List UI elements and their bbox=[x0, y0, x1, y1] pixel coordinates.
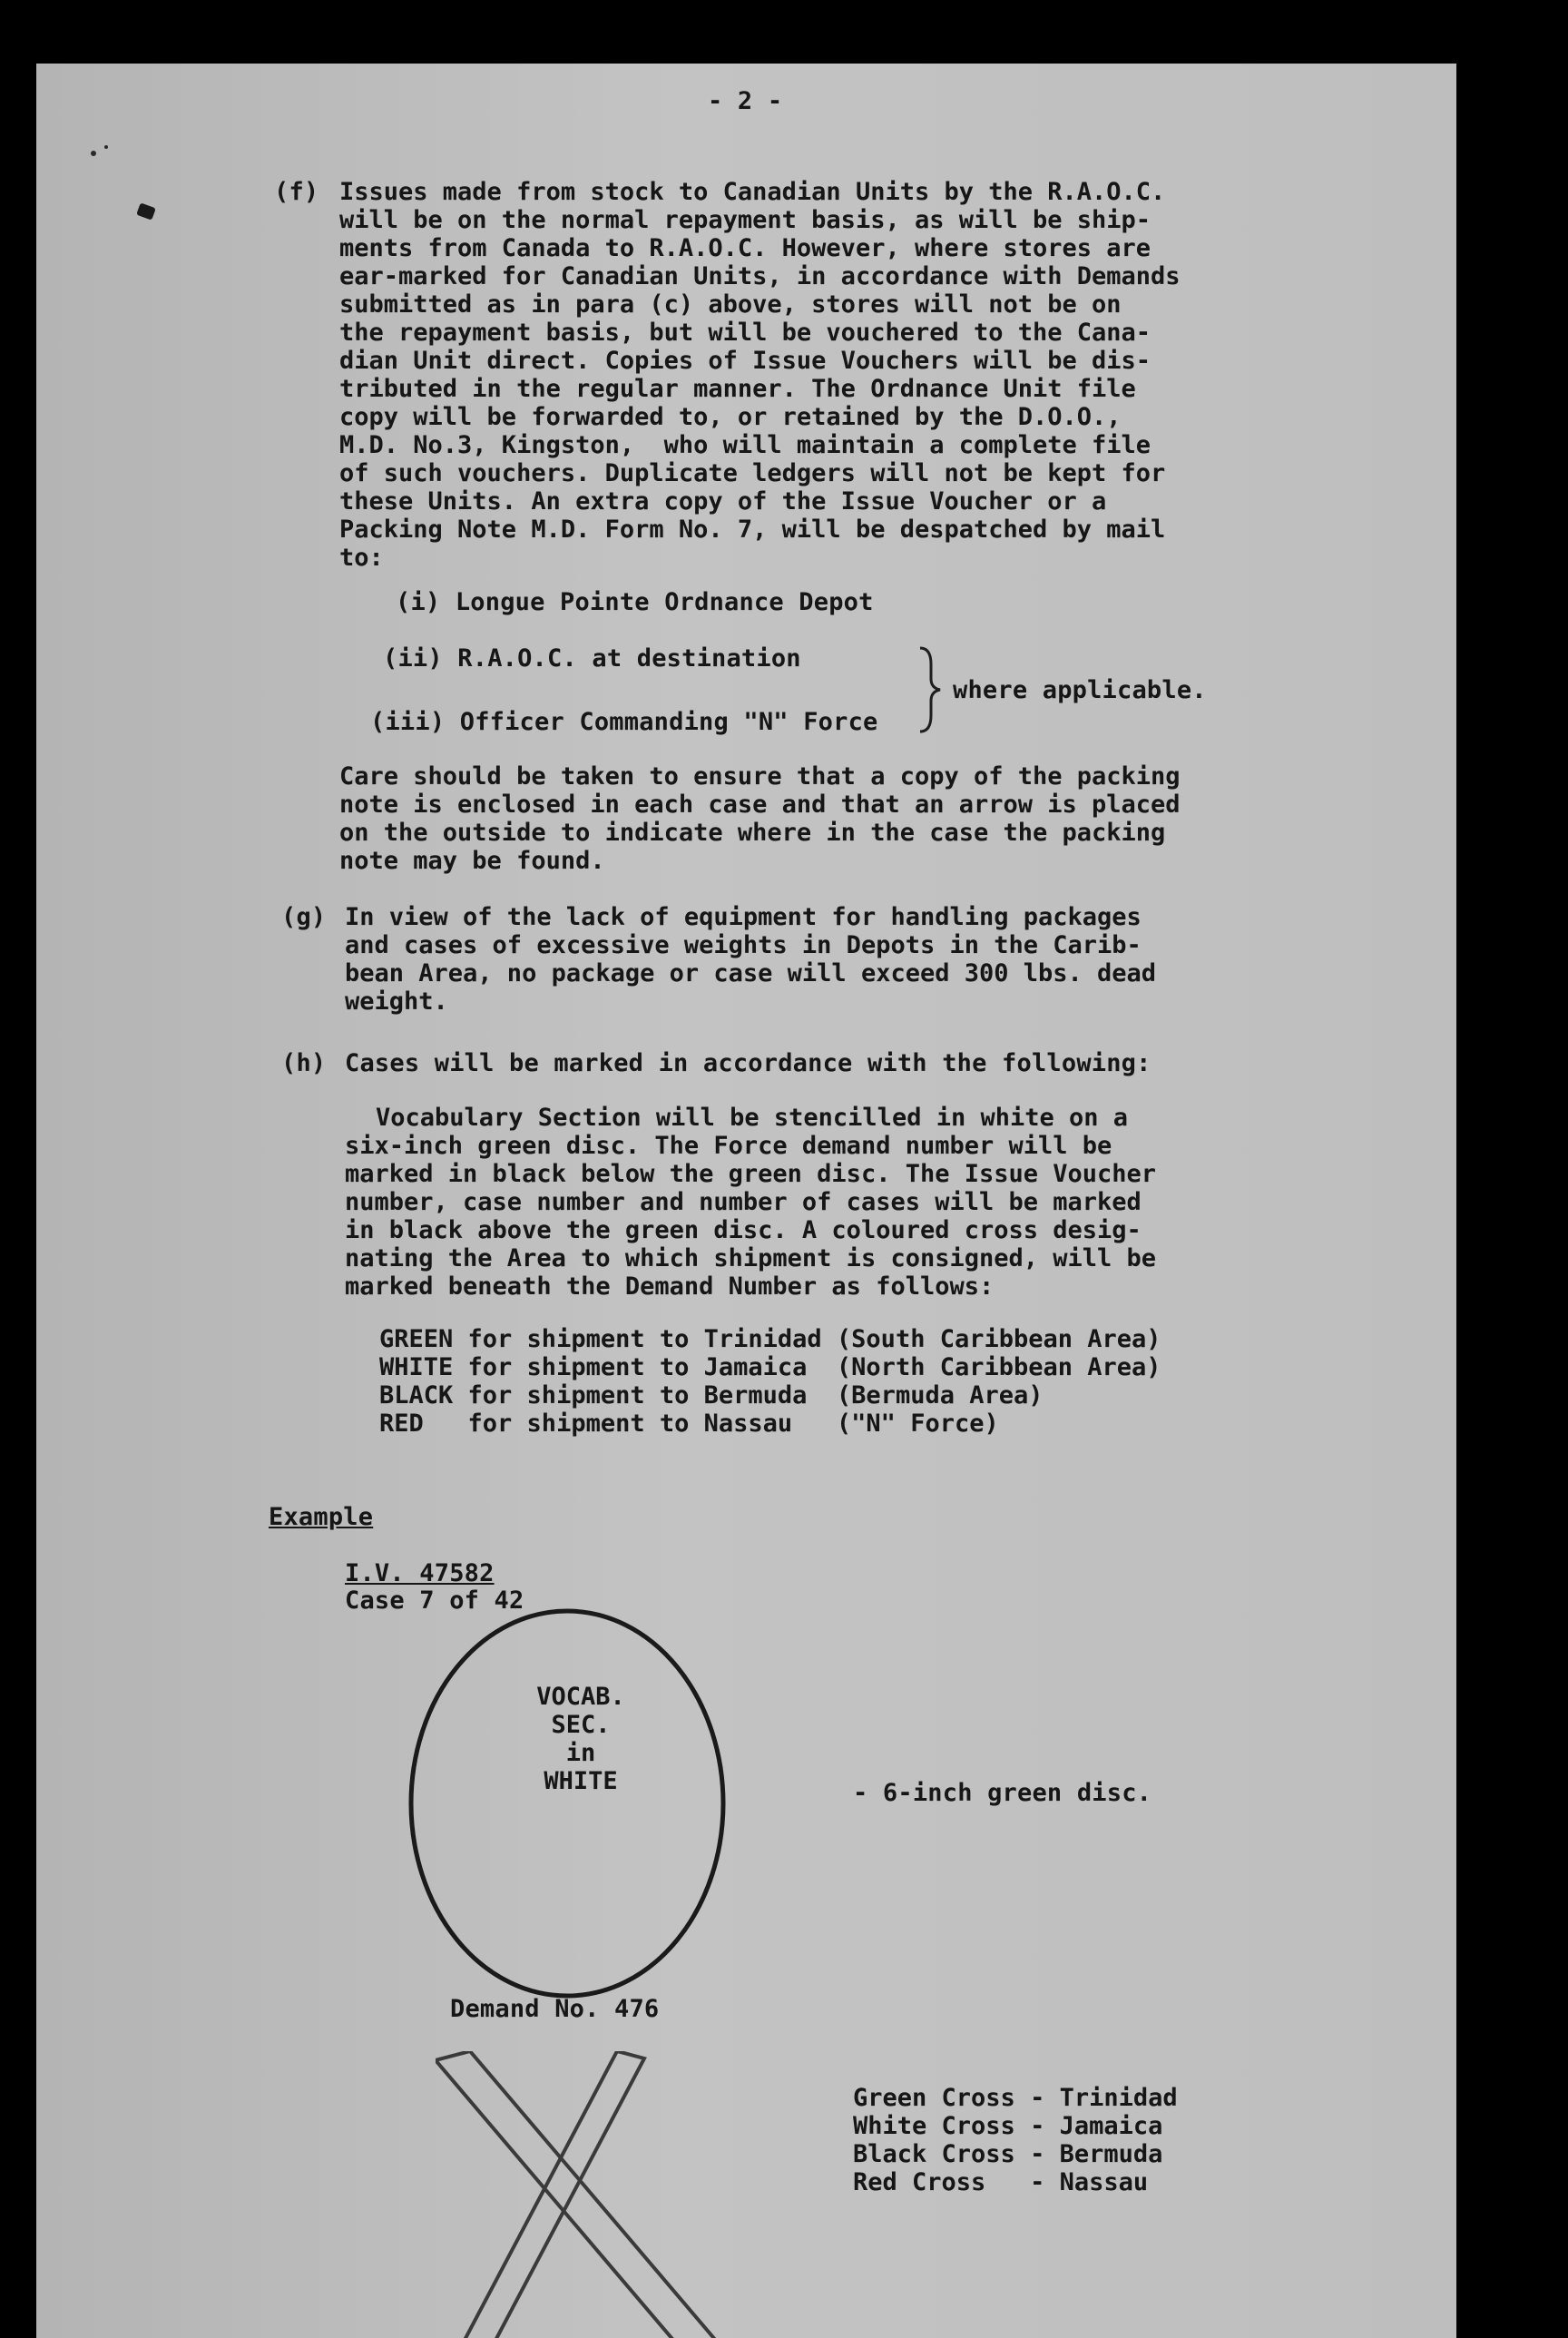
text-line: marked beneath the Demand Number as follows: bbox=[345, 1272, 995, 1301]
text-line: on the outside to indicate where in the case the packing bbox=[339, 819, 1166, 847]
issue-voucher-number: I.V. 47582 bbox=[345, 1559, 495, 1587]
text-line: weight. bbox=[345, 987, 448, 1016]
disc-text: SEC. bbox=[551, 1711, 611, 1739]
para-g-label: (g) bbox=[281, 903, 327, 931]
colour-row: GREEN for shipment to Trinidad (South Caribbean Area) bbox=[379, 1325, 1161, 1353]
text-line: Care should be taken to ensure that a copy of the packing bbox=[339, 762, 1181, 791]
text-line: six-inch green disc. The Force demand number will be bbox=[345, 1132, 1112, 1160]
para-f-body bbox=[339, 178, 1181, 572]
text-line: these Units. An extra copy of the Issue Voucher or a bbox=[339, 487, 1107, 516]
cross-legend-row: Black Cross - Bermuda bbox=[853, 2140, 1163, 2168]
cross-legend bbox=[853, 2084, 1178, 2196]
text-line: ear-marked for Canadian Units, in accordance with Demands bbox=[339, 262, 1181, 290]
text-line: In view of the lack of equipment for handling packages bbox=[345, 903, 1142, 931]
para-g-body bbox=[345, 903, 1156, 1016]
distribution-item-1: (i) Longue Pointe Ordnance Depot bbox=[396, 588, 874, 616]
colour-table bbox=[379, 1325, 1161, 1438]
text-line: note is enclosed in each case and that an arrow is placed bbox=[339, 791, 1181, 819]
colour-row: BLACK for shipment to Bermuda (Bermuda Area) bbox=[379, 1381, 1044, 1410]
text-line: will be on the normal repayment basis, as will be ship- bbox=[339, 206, 1152, 234]
distribution-item-3: (iii) Officer Commanding "N" Force bbox=[370, 708, 878, 736]
text-line: Issues made from stock to Canadian Units by the R.A.O.C. bbox=[339, 178, 1166, 206]
colour-row: RED for shipment to Nassau ("N" Force) bbox=[379, 1410, 999, 1438]
text-line: in black above the green disc. A coloured cross desig- bbox=[345, 1216, 1142, 1244]
case-number: Case 7 of 42 bbox=[345, 1586, 524, 1615]
text-line: dian Unit direct. Copies of Issue Vouchers will be dis- bbox=[339, 347, 1152, 375]
colour-row: WHITE for shipment to Jamaica (North Caribbean Area) bbox=[379, 1353, 1161, 1381]
text-line: bean Area, no package or case will exceed 300 lbs. dead bbox=[345, 959, 1157, 987]
text-line: marked in black below the green disc. The Issue Voucher bbox=[345, 1160, 1157, 1188]
document-page bbox=[36, 64, 1456, 2338]
para-h-intro: Cases will be marked in accordance with the following: bbox=[345, 1049, 1152, 1077]
speck bbox=[91, 151, 96, 156]
text-line: nating the Area to which shipment is consigned, will be bbox=[345, 1244, 1157, 1272]
cross-legend-row: White Cross - Jamaica bbox=[853, 2112, 1163, 2140]
distribution-item-2: (ii) R.A.O.C. at destination bbox=[383, 644, 801, 673]
para-f-label: (f) bbox=[274, 178, 319, 206]
brace bbox=[916, 644, 944, 735]
text-line: ments from Canada to R.A.O.C. However, where stores are bbox=[339, 234, 1152, 262]
para-h-body bbox=[345, 1104, 1156, 1301]
disc-note: - 6-inch green disc. bbox=[853, 1779, 1152, 1807]
example-heading: Example bbox=[269, 1503, 374, 1531]
disc-text: WHITE bbox=[544, 1767, 618, 1795]
brace-note: where applicable. bbox=[953, 676, 1207, 704]
text-line: the repayment basis, but will be vouchered to the Cana- bbox=[339, 319, 1152, 347]
disc-text: VOCAB. bbox=[536, 1683, 625, 1711]
text-line: to: bbox=[339, 544, 384, 572]
text-line: submitted as in para (c) above, stores will not be on bbox=[339, 290, 1122, 319]
care-note bbox=[339, 762, 1181, 875]
text-line: M.D. No.3, Kingston, who will maintain a complete file bbox=[339, 431, 1152, 459]
green-disc bbox=[407, 1606, 728, 2000]
cross-legend-row: Red Cross - Nassau bbox=[853, 2168, 1149, 2196]
ink-blot bbox=[136, 202, 156, 220]
cross-legend-row: Green Cross - Trinidad bbox=[853, 2084, 1178, 2112]
cross-mark-icon bbox=[436, 2051, 717, 2338]
text-line: number, case number and number of cases will be marked bbox=[345, 1188, 1142, 1216]
text-line: of such vouchers. Duplicate ledgers will not be kept for bbox=[339, 459, 1166, 487]
text-line: Packing Note M.D. Form No. 7, will be despatched by mail bbox=[339, 516, 1166, 544]
speck bbox=[104, 145, 108, 149]
text-line: tributed in the regular manner. The Ordnance Unit file bbox=[339, 375, 1136, 403]
disc-text: in bbox=[565, 1739, 596, 1767]
para-h-label: (h) bbox=[281, 1049, 327, 1077]
text-line: copy will be forwarded to, or retained by the D.O.O., bbox=[339, 403, 1122, 431]
disc-label bbox=[526, 1683, 635, 1795]
text-line: Vocabulary Section will be stencilled in white on a bbox=[376, 1104, 1129, 1132]
text-line: and cases of excessive weights in Depots in the Carib- bbox=[345, 931, 1142, 959]
text-line: note may be found. bbox=[339, 847, 605, 875]
page-number: - 2 - bbox=[708, 87, 783, 115]
demand-number: Demand No. 476 bbox=[450, 1995, 660, 2023]
